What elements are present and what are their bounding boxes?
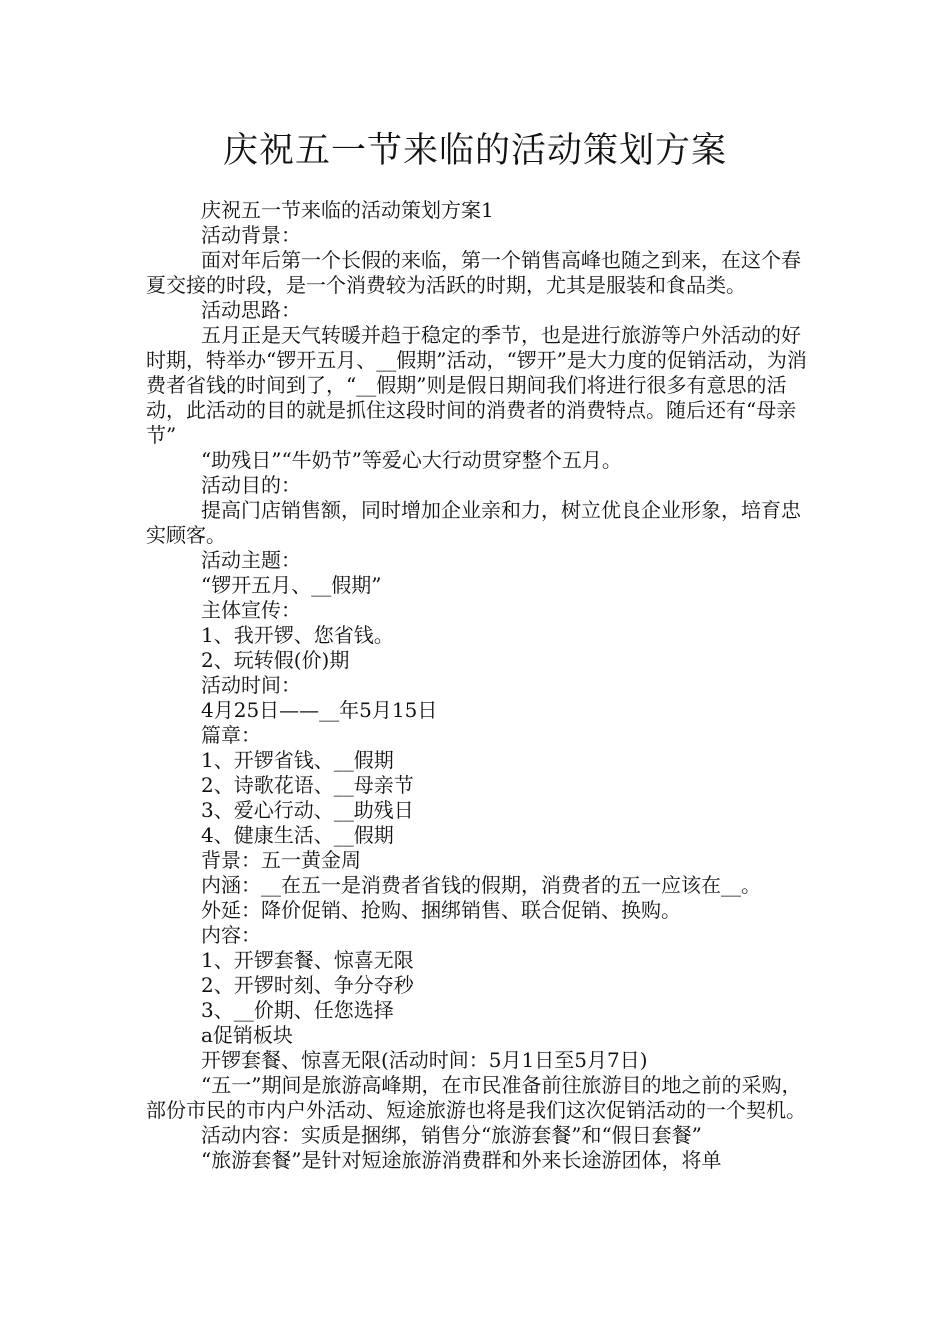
paragraph: “助残日”“牛奶节”等爱心大行动贯穿整个五月。 [201,448,622,472]
paragraph: 1、开锣套餐、惊喜无限 [201,948,414,972]
paragraph: 提高门店销售额，同时增加企业亲和力，树立优良企业形象，培育忠实顾客。 [146,498,801,547]
paragraph: 4月25日——__年5月15日 [201,698,438,722]
paragraph: 4、健康生活、__假期 [201,823,394,847]
paragraph: 篇章： [201,723,261,747]
paragraph: 主体宣传： [201,598,301,622]
paragraph: 内涵：__在五一是消费者省钱的假期，消费者的五一应该在__。 [201,873,761,897]
paragraph: 面对年后第一个长假的来临，第一个销售高峰也随之到来，在这个春夏交接的时段，是一个消费较为活跃的时期，尤其是服装和食品类。 [146,248,801,297]
paragraph: 3、爱心行动、__助残日 [201,798,414,822]
paragraph: 1、开锣省钱、__假期 [201,748,394,772]
paragraph: 2、诗歌花语、__母亲节 [201,773,414,797]
paragraph: 背景：五一黄金周 [201,848,361,872]
document-body [146,198,810,1173]
paragraph: 五月正是天气转暖并趋于稳定的季节，也是进行旅游等户外活动的好时期，特举办“锣开五月、__假期”活动，“锣开”是大力度的促销活动，为消费者省钱的时间到了，“__假期”则是假日期间我们将进行很多有意思的活动，此活动的目的就是抓住这段时间的消费者的消费特点。随后还有“母亲节” [146,323,807,447]
paragraph: 2、玩转假(价)期 [201,648,350,672]
paragraph: 活动时间： [201,673,301,697]
paragraph: 活动思路： [201,298,301,322]
paragraph: 外延：降价促销、抢购、捆绑销售、联合促销、换购。 [201,898,681,922]
paragraph: 活动背景： [201,223,301,247]
paragraph: 3、__价期、任您选择 [201,998,394,1022]
paragraph: a促销板块 [201,1023,293,1047]
paragraph: “五一”期间是旅游高峰期，在市民准备前往旅游目的地之前的采购，部份市民的市内户外活动、短途旅游也将是我们这次促销活动的一个契机。 [146,1073,806,1122]
paragraph: 活动目的： [201,473,301,497]
document-title: 庆祝五一节来临的活动策划方案 [222,131,727,171]
paragraph: 开锣套餐、惊喜无限(活动时间：5月1日至5月7日) [201,1048,648,1072]
paragraph: “锣开五月、__假期” [201,573,382,597]
paragraph: 活动内容：实质是捆绑，销售分“旅游套餐”和“假日套餐” [201,1123,702,1147]
paragraph: “旅游套餐”是针对短途旅游消费群和外来长途游团体，将单 [201,1148,722,1172]
paragraph: 2、开锣时刻、争分夺秒 [201,973,414,997]
paragraph: 内容： [201,923,261,947]
paragraph: 庆祝五一节来临的活动策划方案1 [201,198,494,222]
paragraph: 1、我开锣、您省钱。 [201,623,394,647]
paragraph: 活动主题： [201,548,301,572]
